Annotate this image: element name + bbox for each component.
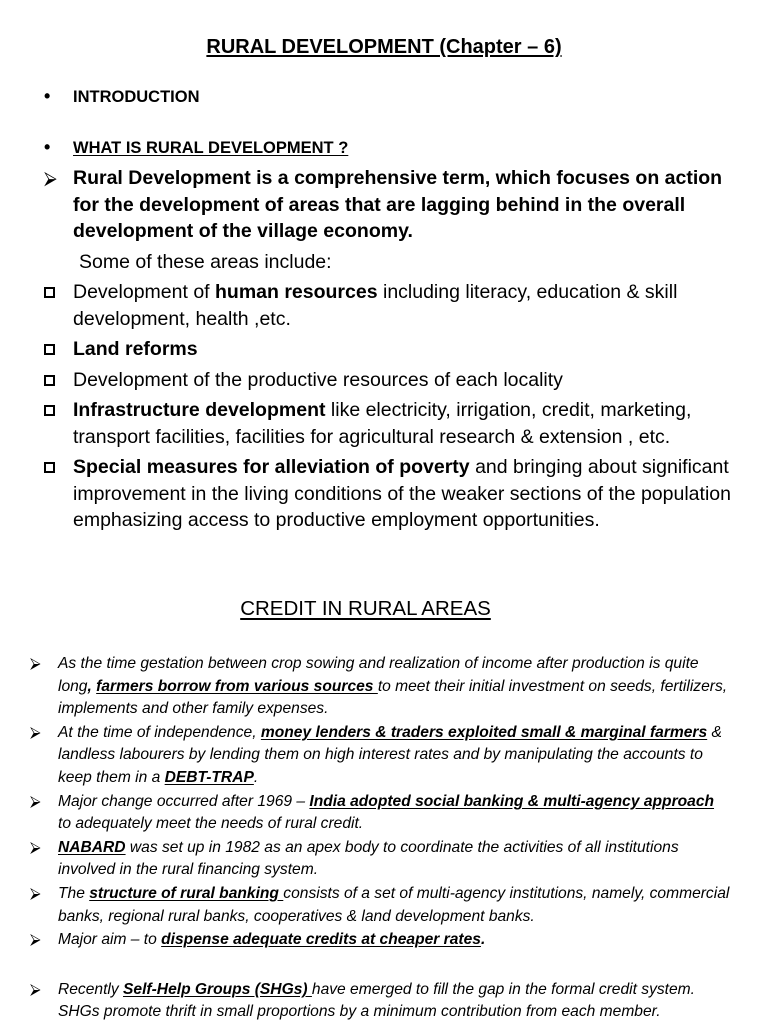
credit-text: Recently bbox=[58, 980, 124, 998]
credit-highlight: money lenders & traders exploited small & marginal farmers bbox=[260, 723, 708, 741]
credit-highlight: structure of rural banking bbox=[89, 884, 284, 902]
arrow-bullet-icon: ⮚ bbox=[30, 980, 41, 998]
area-item bbox=[44, 279, 734, 332]
areas-intro: Some of these areas include: bbox=[79, 250, 332, 273]
arrow-bullet-icon: ⮚ bbox=[30, 723, 41, 741]
bullet-text: WHAT IS RURAL DEVELOPMENT ? bbox=[73, 139, 349, 157]
area-bold-text: human resources bbox=[215, 281, 378, 303]
area-text: Development of the productive resources of each locality bbox=[73, 368, 563, 391]
credit-text: Major aim – to bbox=[58, 931, 162, 949]
area-item bbox=[44, 397, 734, 450]
checkbox-bullet-icon bbox=[44, 336, 73, 363]
area-text: and bringing about significant improvement in the living conditions of the weaker sections of the population emphasizing access to productive employment opportunities. bbox=[73, 456, 731, 531]
rural-development-section bbox=[44, 165, 734, 538]
area-bold-text: Land reforms bbox=[73, 338, 198, 360]
credit-point bbox=[30, 837, 730, 882]
credit-highlight: NABARD bbox=[58, 838, 126, 856]
area-item bbox=[44, 336, 734, 363]
bullet-introduction bbox=[44, 86, 200, 107]
credit-point bbox=[30, 883, 730, 928]
credit-point bbox=[30, 929, 730, 952]
area-item bbox=[44, 367, 734, 394]
area-bold-text: Infrastructure development bbox=[73, 399, 326, 421]
credit-text: At the time of independence, bbox=[58, 723, 261, 741]
credit-point bbox=[30, 791, 730, 836]
credit-text: As the time gestation between crop sowing and realization of income after production is quite long bbox=[58, 655, 699, 695]
arrow-bullet-icon: ⮚ bbox=[44, 168, 57, 188]
checkbox-bullet-icon bbox=[44, 367, 73, 394]
area-text: Development of bbox=[73, 281, 215, 303]
credit-highlight: dispense adequate credits at cheaper rates bbox=[161, 931, 481, 949]
credit-point bbox=[30, 979, 730, 1024]
area-text: including literacy, education & skill development, health ,etc. bbox=[73, 281, 678, 330]
area-text: like electricity, irrigation, credit, marketing, transport facilities, facilities for agricultural research & extension , etc. bbox=[73, 399, 692, 448]
credit-text: & landless labourers by lending them on high interest rates and by manipulating the accounts to keep them in a bbox=[58, 723, 722, 786]
credit-point bbox=[30, 722, 730, 790]
credit-section-title: CREDIT IN RURAL AREAS bbox=[240, 597, 491, 620]
definition-item bbox=[44, 165, 734, 245]
credit-text: Major change occurred after 1969 – bbox=[58, 792, 310, 810]
checkbox-bullet-icon bbox=[44, 397, 73, 424]
bullet-marker: • bbox=[44, 137, 51, 157]
arrow-bullet-icon: ⮚ bbox=[30, 931, 41, 949]
checkbox-bullet-icon bbox=[44, 279, 73, 306]
credit-highlight: DEBT-TRAP bbox=[164, 768, 254, 786]
bullet-marker: • bbox=[44, 86, 51, 106]
checkbox-bullet-icon bbox=[44, 454, 73, 481]
credit-text: . bbox=[253, 768, 259, 786]
credit-highlight: Self-Help Groups (SHGs) bbox=[123, 980, 312, 998]
credit-text: to adequately meet the needs of rural credit. bbox=[58, 815, 364, 833]
credit-text: consists of a set of multi-agency institutions, namely, commercial banks, regional rural banks, cooperatives & land development banks. bbox=[58, 884, 730, 925]
credit-point bbox=[30, 653, 730, 721]
credit-text: The bbox=[58, 884, 90, 902]
bullet-what-is bbox=[44, 137, 348, 158]
page-title: RURAL DEVELOPMENT (Chapter – 6) bbox=[206, 36, 562, 58]
arrow-bullet-icon: ⮚ bbox=[30, 884, 41, 902]
area-item bbox=[44, 454, 734, 534]
credit-highlight: farmers borrow from various sources bbox=[96, 677, 378, 695]
arrow-bullet-icon: ⮚ bbox=[30, 655, 41, 672]
arrow-bullet-icon: ⮚ bbox=[30, 792, 41, 810]
credit-text: . bbox=[480, 931, 486, 949]
credit-text: was set up in 1982 as an apex body to coordinate the activities of all institutions involved in the rural financing system. bbox=[58, 838, 679, 879]
definition-text: Rural Development is a comprehensive term, which focuses on action for the development of areas that are lagging behind in the overall development of the village economy. bbox=[73, 167, 723, 242]
credit-text: have emerged to fill the gap in the formal credit system. SHGs promote thrift in small proportions by a minimum contribution from each member. bbox=[58, 980, 696, 1021]
bullet-text: INTRODUCTION bbox=[73, 88, 200, 106]
credit-text: to meet their initial investment on seeds, fertilizers, implements and other family expenses. bbox=[58, 677, 728, 718]
arrow-bullet-icon: ⮚ bbox=[30, 838, 41, 856]
credit-text: , bbox=[87, 677, 97, 695]
area-bold-text: Special measures for alleviation of poverty bbox=[73, 456, 470, 478]
credit-section bbox=[30, 653, 730, 1025]
credit-highlight: India adopted social banking & multi-agency approach bbox=[309, 792, 715, 810]
